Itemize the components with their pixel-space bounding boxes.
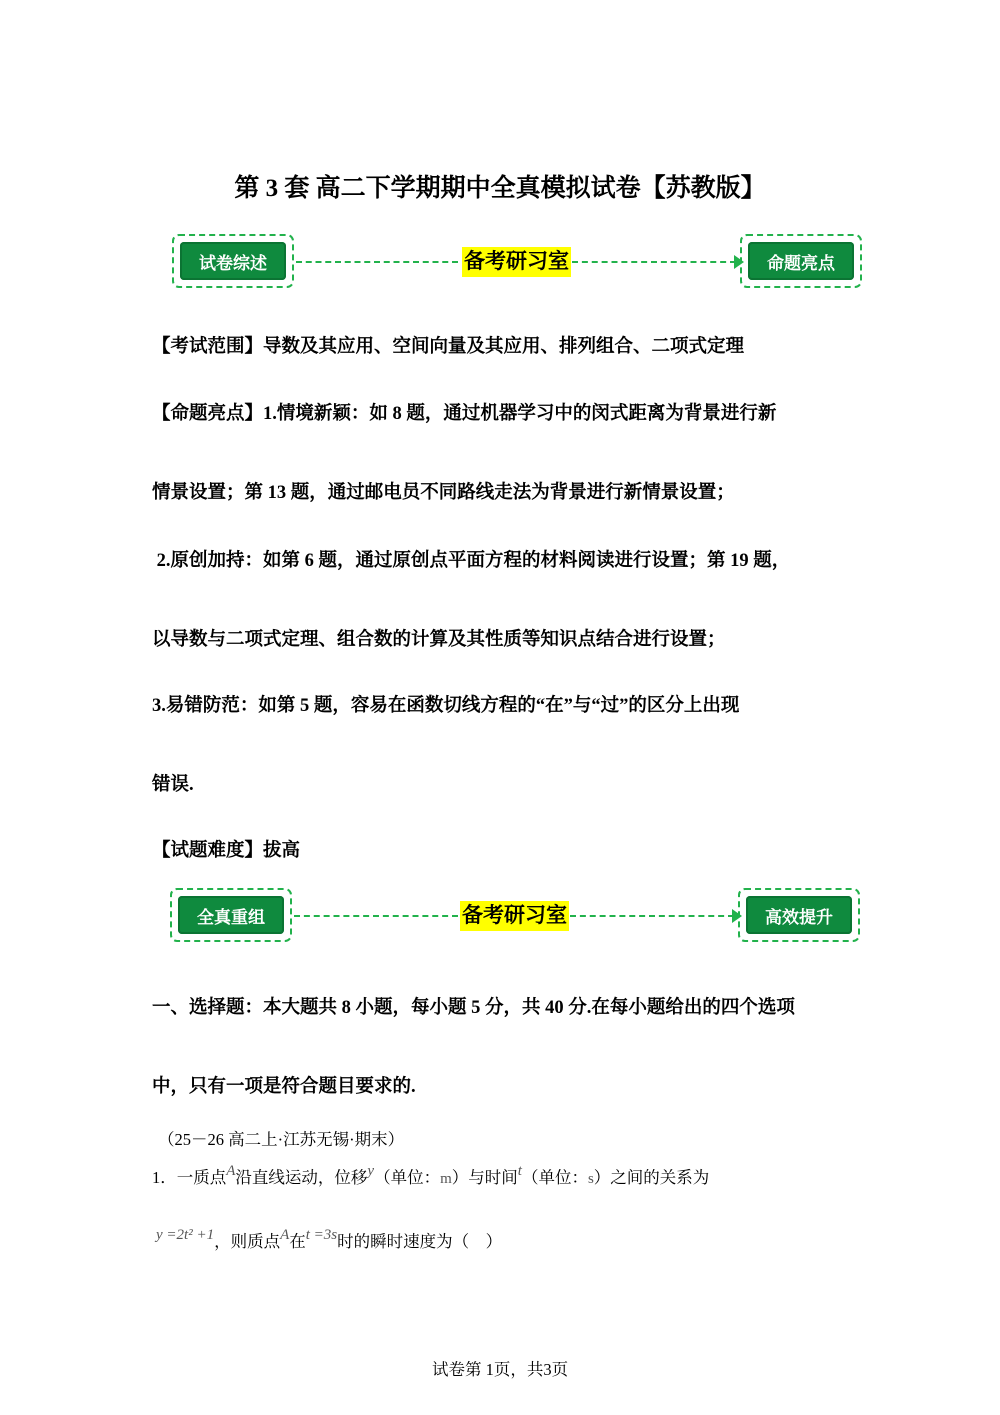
- improve-box: [738, 888, 860, 942]
- q1-text: ）与时间: [451, 1168, 518, 1187]
- unit-m: m: [440, 1171, 452, 1187]
- question-1-line-2: [156, 1228, 502, 1252]
- highlight-label: 命题亮点: [748, 242, 854, 280]
- var-a: A: [226, 1163, 236, 1179]
- q1-text: 在: [289, 1232, 306, 1251]
- highlight-3b: 错误.: [152, 775, 194, 795]
- q1-text: （单位：: [521, 1168, 588, 1187]
- dashed-connector: [294, 915, 458, 917]
- difficulty-text: 【试题难度】拔高: [152, 841, 301, 861]
- center-highlight: 备考研习室: [460, 901, 569, 931]
- q1-text: 沿直线运动，位移: [235, 1168, 368, 1187]
- section-heading-1b: 中，只有一项是符合题目要求的.: [152, 1077, 416, 1097]
- highlight-1a: 【命题亮点】1.情境新颖：如 8 题，通过机器学习中的闵式距离为背景进行新: [152, 404, 777, 424]
- reorganize-box: [170, 888, 292, 942]
- q1-text: 时的瞬时速度为（ ）: [337, 1232, 503, 1251]
- dashed-connector: [570, 915, 734, 917]
- highlight-1b: 情景设置；第 13 题，通过邮电员不同路线走法为背景进行新情景设置；: [152, 483, 735, 503]
- page-footer: 试卷第 1页，共3页: [431, 1360, 569, 1379]
- var-a: A: [280, 1227, 290, 1243]
- scope-text: 【考试范围】导数及其应用、空间向量及其应用、排列组合、二项式定理: [152, 337, 745, 357]
- formula-time: t =3s: [305, 1227, 338, 1243]
- q1-text: ，则质点: [214, 1232, 281, 1251]
- q1-text: （单位：: [374, 1168, 441, 1187]
- banner-overview: [168, 234, 864, 292]
- question-source: （25－26 高二上·江苏无锡·期末）: [158, 1130, 405, 1149]
- overview-label: 试卷综述: [180, 242, 286, 280]
- reorganize-label: 全真重组: [178, 896, 284, 934]
- var-y: y: [367, 1163, 375, 1179]
- page-title: 第 3 套 高二下学期期中全真模拟试卷【苏教版】: [234, 175, 766, 202]
- q1-text: 1．一质点: [152, 1168, 227, 1187]
- q1-text: ）之间的关系为: [593, 1168, 710, 1187]
- dashed-connector: [572, 261, 736, 263]
- highlight-2b: 以导数与二项式定理、组合数的计算及其性质等知识点结合进行设置；: [152, 630, 726, 650]
- banner-reorganize: [168, 888, 864, 946]
- dashed-connector: [296, 261, 458, 263]
- question-1-line-1: [152, 1164, 709, 1188]
- overview-box: [172, 234, 294, 288]
- var-t: t: [517, 1163, 522, 1179]
- highlight-2a: 2.原创加持：如第 6 题，通过原创点平面方程的材料阅读进行设置；第 19 题，: [152, 551, 791, 571]
- section-heading-1a: 一、选择题：本大题共 8 小题，每小题 5 分，共 40 分.在每小题给出的四个选项: [152, 998, 795, 1018]
- highlight-3a: 3.易错防范：如第 5 题，容易在函数切线方程的“在”与“过”的区分上出现: [152, 696, 740, 716]
- unit-s: s: [587, 1171, 594, 1187]
- highlight-box: [740, 234, 862, 288]
- center-highlight: 备考研习室: [462, 247, 571, 277]
- formula: y =2t² +1: [156, 1227, 215, 1243]
- improve-label: 高效提升: [746, 896, 852, 934]
